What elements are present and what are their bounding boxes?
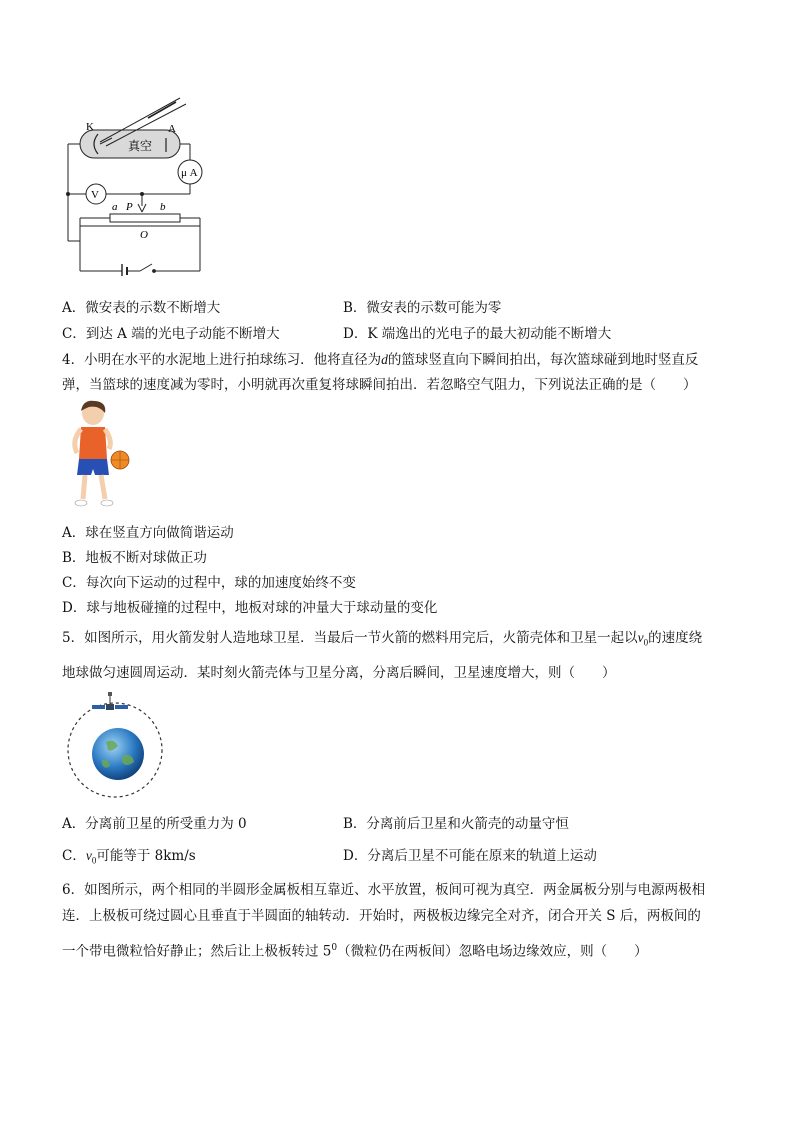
q6-stem-line-1: 6．如图所示，两个相同的半圆形金属板相互靠近、水平放置，板间可视为真空．两金属板分别与电源两极相 bbox=[62, 882, 706, 898]
label-vacuum: 真空 bbox=[128, 139, 153, 153]
q6-stem-line-2: 连．上极板可绕过圆心且垂直于半圆面的轴转动．开始时，两极板边缘完全对齐，闭合开关 S 后，两板间的 bbox=[62, 908, 701, 924]
q5-option-c: C．$v_0$可能等于 8km/s bbox=[62, 848, 196, 866]
q5-stem-line-1: 5．如图所示，用火箭发射人造地球卫星．当最后一节火箭的燃料用完后，火箭壳体和卫星一起以$v_0$的速度绕 bbox=[62, 630, 703, 648]
photoelectric-circuit-figure bbox=[60, 96, 220, 276]
q4-option-c: C．每次向下运动的过程中，球的加速度始终不变 bbox=[62, 575, 356, 591]
q4-option-b: B．地板不断对球做正功 bbox=[62, 550, 207, 566]
q3-option-d: D．K 端逸出的光电子的最大初动能不断增大 bbox=[343, 326, 612, 342]
q4-stem-line-1: 4．小明在水平的水泥地上进行拍球练习．他将直径为d的篮球竖直向下瞬间拍出，每次篮球碰到地时竖直反 bbox=[62, 352, 699, 368]
label-O: O bbox=[140, 229, 148, 241]
label-b: b bbox=[160, 201, 166, 213]
q6-stem-line-3: 一个带电微粒恰好静止；然后让上极板转过 $5^0$（微粒仍在两板间）忽略电场边缘效应，则（ ） bbox=[62, 943, 648, 960]
q4-stem-line-2: 弹，当篮球的速度减为零时，小明就再次重复将球瞬间拍出．若忽略空气阻力，下列说法正确的是（ ） bbox=[62, 377, 697, 393]
q4-option-d: D．球与地板碰撞的过程中，地板对球的冲量大于球动量的变化 bbox=[62, 600, 438, 616]
label-a: a bbox=[112, 201, 118, 213]
label-A: A bbox=[168, 123, 176, 135]
q3-option-a: A．微安表的示数不断增大 bbox=[62, 300, 221, 316]
var-d: d bbox=[381, 352, 388, 367]
label-voltmeter: V bbox=[91, 189, 99, 201]
q3-option-c: C．到达 A 端的光电子动能不断增大 bbox=[62, 326, 280, 342]
label-P: P bbox=[126, 201, 133, 213]
var-v0-option: $v_0$ bbox=[85, 848, 97, 866]
earth-orbit-figure bbox=[62, 690, 170, 802]
q5-option-b: B．分离前后卫星和火箭壳的动量守恒 bbox=[343, 816, 569, 832]
var-v0: $v_0$ bbox=[637, 630, 649, 648]
label-microammeter: μ A bbox=[181, 167, 198, 179]
q5-option-d: D．分离后卫星不可能在原来的轨道上运动 bbox=[343, 848, 597, 864]
basketball-boy-figure bbox=[63, 399, 133, 511]
q5-stem-line-2: 地球做匀速圆周运动．某时刻火箭壳体与卫星分离，分离后瞬间，卫星速度增大，则（ ） bbox=[62, 665, 616, 681]
label-K: K bbox=[86, 121, 94, 133]
q3-option-b: B．微安表的示数可能为零 bbox=[343, 300, 502, 316]
q5-option-a: A．分离前卫星的所受重力为 0 bbox=[62, 816, 247, 832]
q4-option-a: A．球在竖直方向做简谐运动 bbox=[62, 525, 234, 541]
